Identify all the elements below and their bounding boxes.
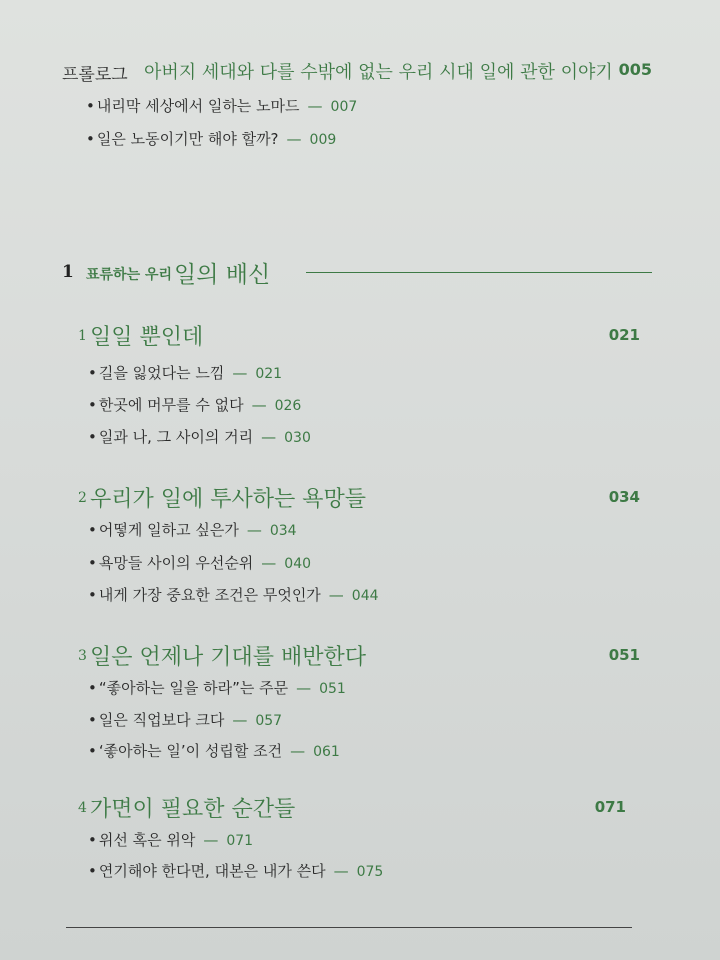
bullet-dot-icon: • <box>88 521 97 539</box>
em-dash-icon: — <box>251 396 267 414</box>
chapter-item <box>88 519 297 540</box>
prologue-heading <box>62 56 652 86</box>
item-page-number: 051 <box>319 681 346 697</box>
em-dash-icon: — <box>203 831 219 849</box>
bullet-dot-icon: • <box>88 396 97 414</box>
item-text: 내리막 세상에서 일하는 노마드 <box>96 97 300 115</box>
prologue-page-number: 005 <box>618 60 652 79</box>
item-text: 위선 혹은 위악 <box>98 831 196 849</box>
item-page-number: 040 <box>284 556 312 572</box>
chapter-title: 가면이 필요한 순간들 <box>90 797 296 822</box>
em-dash-icon: — <box>261 428 277 446</box>
item-text: ‘좋아하는 일’이 성립할 조건 <box>98 742 283 760</box>
part-subtitle: 표류하는 우리 <box>86 267 173 283</box>
chapter-title: 일은 언제나 기대를 배반한다 <box>90 645 367 670</box>
part-heading <box>62 256 652 290</box>
item-text: 어떻게 일하고 싶은가 <box>98 521 239 539</box>
item-text: 일과 나, 그 사이의 거리 <box>98 428 254 446</box>
bullet-dot-icon: • <box>88 428 97 446</box>
chapter-item <box>88 709 282 730</box>
em-dash-icon: — <box>232 364 248 382</box>
part-title: 일의 배신 <box>174 262 271 288</box>
chapter-item <box>88 860 383 881</box>
item-page-number: 030 <box>284 430 311 446</box>
bullet-dot-icon: • <box>88 364 97 382</box>
item-page-number: 026 <box>274 398 302 414</box>
item-page-number: 061 <box>313 744 340 760</box>
item-page-number: 034 <box>269 523 297 539</box>
item-page-number: 075 <box>356 864 384 880</box>
chapter-number: 3 <box>78 648 87 664</box>
item-page-number: 009 <box>309 132 337 148</box>
item-text: “좋아하는 일을 하라”는 주문 <box>98 679 289 697</box>
chapter-heading <box>78 640 640 670</box>
em-dash-icon: — <box>328 586 344 604</box>
chapter-item <box>88 426 311 447</box>
chapter-page-number: 051 <box>608 646 640 664</box>
chapter-number: 1 <box>78 328 87 344</box>
chapter-heading <box>78 320 640 350</box>
item-text: 길을 잃었다는 느낌 <box>98 364 225 382</box>
chapter-item <box>88 740 340 761</box>
chapter-page-number: 021 <box>608 326 640 344</box>
chapter-title: 일일 뿐인데 <box>90 325 204 350</box>
em-dash-icon: — <box>286 130 302 148</box>
bullet-dot-icon: • <box>86 130 95 148</box>
bullet-dot-icon: • <box>88 862 97 880</box>
item-page-number: 007 <box>330 99 358 115</box>
item-text: 욕망들 사이의 우선순위 <box>98 554 254 572</box>
item-page-number: 021 <box>255 366 283 382</box>
item-text: 일은 노동이기만 해야 할까? <box>96 130 279 148</box>
part-divider <box>306 272 652 273</box>
part-number: 1 <box>62 262 74 282</box>
item-page-number: 044 <box>351 588 379 604</box>
prologue-item <box>86 128 336 149</box>
item-page-number: 057 <box>255 713 283 729</box>
em-dash-icon: — <box>246 521 262 539</box>
item-text: 일은 직업보다 크다 <box>98 711 225 729</box>
item-text: 한곳에 머무를 수 없다 <box>98 396 244 414</box>
bottom-divider <box>66 927 632 928</box>
bullet-dot-icon: • <box>88 554 97 572</box>
bullet-dot-icon: • <box>88 742 97 760</box>
em-dash-icon: — <box>296 679 312 697</box>
chapter-item <box>88 552 311 573</box>
chapter-page-number: 071 <box>594 798 626 816</box>
chapter-number: 2 <box>78 490 87 506</box>
item-text: 연기해야 한다면, 대본은 내가 쓴다 <box>98 862 326 880</box>
em-dash-icon: — <box>307 97 323 115</box>
chapter-title: 우리가 일에 투사하는 욕망들 <box>90 487 367 512</box>
chapter-item <box>88 677 346 698</box>
chapter-item <box>88 394 301 415</box>
chapter-item <box>88 584 379 605</box>
chapter-item <box>88 362 282 383</box>
chapter-heading <box>78 482 640 512</box>
em-dash-icon: — <box>261 554 277 572</box>
bullet-dot-icon: • <box>86 97 95 115</box>
prologue-title: 아버지 세대와 다를 수밖에 없는 우리 시대 일에 관한 이야기 <box>144 62 613 83</box>
em-dash-icon: — <box>333 862 349 880</box>
bullet-dot-icon: • <box>88 679 97 697</box>
em-dash-icon: — <box>290 742 306 760</box>
prologue-label: 프롤로그 <box>62 65 128 85</box>
bullet-dot-icon: • <box>88 586 97 604</box>
bullet-dot-icon: • <box>88 831 97 849</box>
em-dash-icon: — <box>232 711 248 729</box>
prologue-item <box>86 95 357 116</box>
chapter-number: 4 <box>78 800 87 816</box>
chapter-item <box>88 829 253 850</box>
chapter-page-number: 034 <box>608 488 640 506</box>
bullet-dot-icon: • <box>88 711 97 729</box>
item-text: 내게 가장 중요한 조건은 무엇인가 <box>98 586 321 604</box>
chapter-heading <box>78 792 626 822</box>
item-page-number: 071 <box>226 833 254 849</box>
